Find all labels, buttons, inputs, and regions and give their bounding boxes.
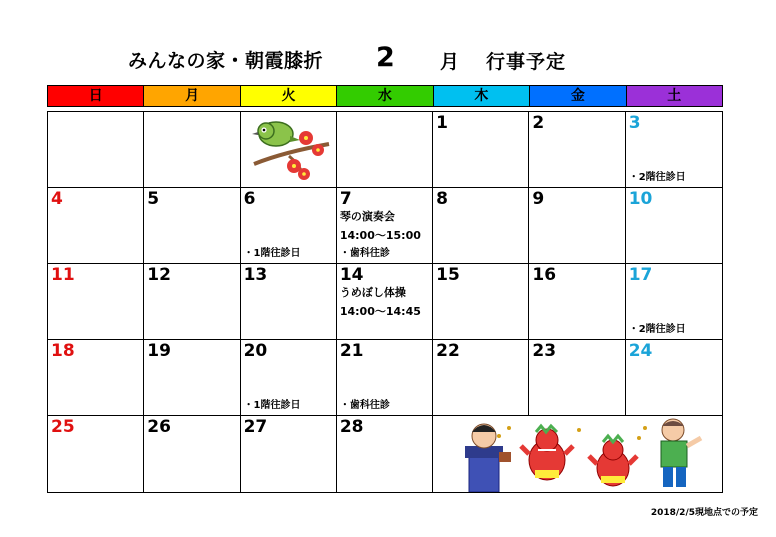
day-cell-22 xyxy=(433,340,529,416)
day-cell-6 xyxy=(241,188,337,264)
event-note: ・1階往診日 xyxy=(243,248,301,259)
day-number: 17 xyxy=(628,265,653,285)
calendar-grid xyxy=(47,111,723,493)
day-cell-10 xyxy=(626,188,722,264)
day-cell-14 xyxy=(337,264,433,340)
empty-cell xyxy=(337,112,433,188)
day-cell-15 xyxy=(433,264,529,340)
setsubun-illustration xyxy=(433,416,722,492)
day-number: 26 xyxy=(147,417,171,437)
day-number: 23 xyxy=(532,341,557,361)
event-note: ・1階往診日 xyxy=(243,400,301,411)
day-cell-17 xyxy=(626,264,722,340)
day-number: 7 xyxy=(339,189,352,209)
day-cell-4 xyxy=(48,188,144,264)
weekday-4: 木 xyxy=(434,86,530,106)
event-note: ・2階往診日 xyxy=(628,324,686,335)
day-cell-27 xyxy=(241,416,337,492)
day-number: 16 xyxy=(532,265,557,285)
day-number: 19 xyxy=(147,341,171,361)
day-number: 10 xyxy=(628,189,653,209)
event-note: ・2階往診日 xyxy=(628,172,686,183)
day-number: 13 xyxy=(243,265,268,285)
day-number: 2 xyxy=(532,113,545,133)
day-cell-25 xyxy=(48,416,144,492)
day-cell-11 xyxy=(48,264,144,340)
day-cell-19 xyxy=(144,340,240,416)
day-number: 1 xyxy=(436,113,448,133)
day-cell-2 xyxy=(529,112,625,188)
bird-plum-illustration xyxy=(244,114,334,188)
day-number: 9 xyxy=(532,189,545,209)
weekday-6: 土 xyxy=(627,86,722,106)
day-number: 8 xyxy=(436,189,448,209)
day-cell-28 xyxy=(337,416,433,492)
event-note: ・歯科往診 xyxy=(339,248,390,259)
day-cell-16 xyxy=(529,264,625,340)
weekday-0: 日 xyxy=(48,86,144,106)
day-number: 22 xyxy=(436,341,460,361)
day-cell-24 xyxy=(626,340,722,416)
day-cell-21 xyxy=(337,340,433,416)
day-cell-12 xyxy=(144,264,240,340)
weekday-3: 水 xyxy=(337,86,433,106)
event-title: 琴の演奏会 xyxy=(339,210,395,223)
calendar-title xyxy=(0,42,776,78)
empty-cell xyxy=(144,112,240,188)
day-cell-5 xyxy=(144,188,240,264)
day-cell-13 xyxy=(241,264,337,340)
day-number: 14 xyxy=(339,265,364,285)
day-number: 21 xyxy=(339,341,364,361)
weekday-header xyxy=(47,85,723,107)
weekday-1: 月 xyxy=(144,86,240,106)
day-number: 18 xyxy=(51,341,75,361)
day-cell-1 xyxy=(433,112,529,188)
day-cell-26 xyxy=(144,416,240,492)
weekday-2: 火 xyxy=(241,86,337,106)
day-number: 3 xyxy=(628,113,641,133)
month-label: 月 xyxy=(440,51,460,73)
day-cell-23 xyxy=(529,340,625,416)
day-cell-20 xyxy=(241,340,337,416)
day-cell-9 xyxy=(529,188,625,264)
day-number: 5 xyxy=(147,189,160,209)
facility-name: みんなの家・朝霞膝折 xyxy=(128,50,324,72)
empty-cell xyxy=(241,112,337,188)
day-number: 28 xyxy=(339,417,364,437)
day-number: 24 xyxy=(628,341,653,361)
month-number: 2 xyxy=(376,42,395,73)
day-cell-18 xyxy=(48,340,144,416)
schedule-label: 行事予定 xyxy=(486,51,567,73)
day-number: 15 xyxy=(436,265,460,285)
weekday-5: 金 xyxy=(530,86,626,106)
day-number: 6 xyxy=(243,189,256,209)
event-title: うめぼし体操 xyxy=(339,286,406,299)
event-time: 14:00～14:45 xyxy=(339,305,421,318)
event-time: 14:00～15:00 xyxy=(339,229,421,242)
day-number: 12 xyxy=(147,265,171,285)
day-number: 4 xyxy=(51,189,63,209)
event-note: ・歯科往診 xyxy=(339,400,390,411)
day-cell-7 xyxy=(337,188,433,264)
empty-cell xyxy=(48,112,144,188)
day-cell-3 xyxy=(626,112,722,188)
footer-note: 2018/2/5現地点での予定 xyxy=(650,508,758,518)
day-number: 11 xyxy=(51,265,75,285)
day-number: 25 xyxy=(51,417,75,437)
day-number: 27 xyxy=(243,417,268,437)
day-number: 20 xyxy=(243,341,268,361)
day-cell-8 xyxy=(433,188,529,264)
